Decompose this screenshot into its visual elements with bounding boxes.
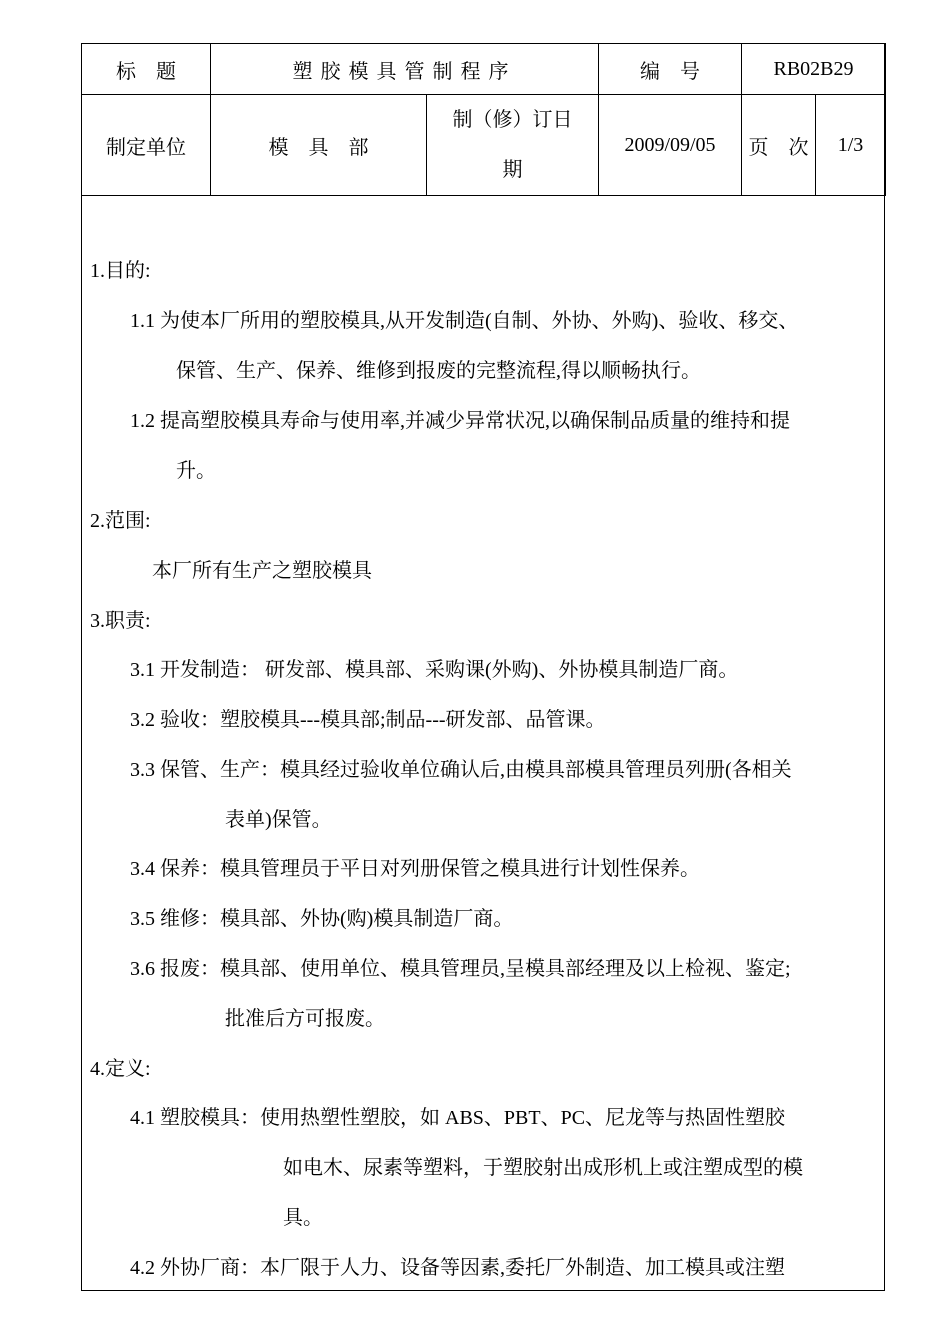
- item-4-1-line1: 4.1 塑胶模具：使用热塑性塑胶，如 ABS、PBT、PC、尼龙等与热固性塑胶: [130, 1107, 786, 1129]
- header-table: [81, 43, 886, 196]
- date-value: 2009/09/05: [599, 95, 742, 196]
- date-label-line1: 制（修）订日: [452, 109, 573, 131]
- item-3-3-line1: 3.3 保管、生产：模具经过验收单位确认后,由模具部模具管理员列册(各相关: [130, 759, 792, 781]
- section-2-heading: 2.范围:: [90, 510, 151, 532]
- item-4-2-line1: 4.2 外协厂商：本厂限于人力、设备等因素,委托厂外制造、加工模具或注塑: [130, 1257, 785, 1279]
- item-3-1: 3.1 开发制造： 研发部、模具部、采购课(外购)、外协模具制造厂商。: [130, 659, 739, 681]
- section-3-heading: 3.职责:: [90, 610, 151, 632]
- item-1-2-line2: 升。: [176, 460, 216, 482]
- section-1-heading: 1.目的:: [90, 260, 151, 282]
- item-3-3-line2: 表单)保管。: [225, 809, 332, 831]
- item-1-1-line2: 保管、生产、保养、维修到报废的完整流程,得以顺畅执行。: [176, 360, 701, 382]
- item-3-5: 3.5 维修：模具部、外协(购)模具制造厂商。: [130, 908, 514, 930]
- item-3-6-line1: 3.6 报废：模具部、使用单位、模具管理员,呈模具部经理及以上检视、鉴定;: [130, 958, 791, 980]
- item-3-4: 3.4 保养：模具管理员于平日对列册保管之模具进行计划性保养。: [130, 858, 700, 880]
- date-label-line2: 期: [502, 159, 523, 181]
- number-label: 编 号: [599, 44, 742, 95]
- unit-value: 模 具 部: [211, 95, 427, 196]
- item-4-1-line2: 如电木、尿素等塑料，于塑胶射出成形机上或注塑成型的模: [283, 1157, 803, 1179]
- unit-label: 制定单位: [82, 95, 211, 196]
- section-2-text: 本厂所有生产之塑胶模具: [152, 560, 372, 582]
- item-1-1-line1: 1.1 为使本厂所用的塑胶模具,从开发制造(自制、外协、外购)、验收、移交、: [130, 310, 799, 332]
- item-3-2: 3.2 验收：塑胶模具---模具部;制品---研发部、品管课。: [130, 709, 606, 731]
- item-1-2-line1: 1.2 提高塑胶模具寿命与使用率,并减少异常状况,以确保制品质量的维持和提: [130, 410, 790, 432]
- number-value: RB02B29: [742, 44, 886, 95]
- title-label: 标 题: [82, 44, 211, 95]
- title-value: 塑胶模具管制程序: [211, 44, 599, 95]
- date-label: [427, 95, 599, 196]
- item-4-1-line3: 具。: [283, 1207, 323, 1229]
- page-label: 页 次: [742, 95, 816, 196]
- section-4-heading: 4.定义:: [90, 1058, 151, 1080]
- item-3-6-line2: 批准后方可报废。: [225, 1008, 385, 1030]
- page-value: 1/3: [816, 95, 886, 196]
